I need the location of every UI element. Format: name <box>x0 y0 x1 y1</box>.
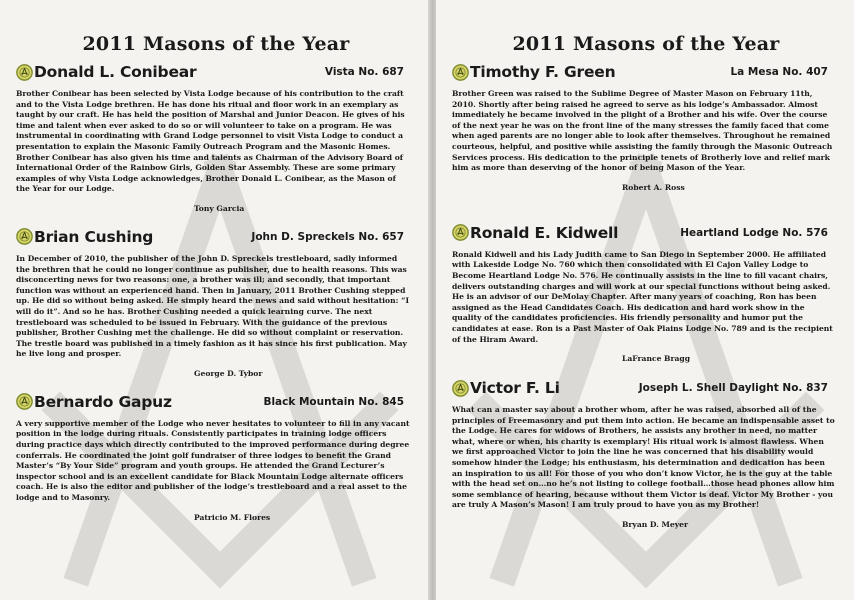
mason-name: Donald L. Conibear <box>34 63 197 81</box>
entry-signature: Tony Garcia <box>194 203 245 213</box>
mason-entry <box>16 63 416 213</box>
mason-name: Victor F. Li <box>470 379 560 398</box>
entry-name-group <box>452 224 618 242</box>
entry-text: What can a master say about a brother whom, after he was raised, absorbed all of the principles of Freemasonry and put them into action. He became an indispensable asset to the Lodge. He cares for widows of Brothers, he assists any brother in need, no matter what, where or when, his charity is exemplary! His ritual work is almost flawless. When we first approached Victor to join the line he was concerned that his disability would somehow hinder the Lodge; his enthusiasm, his determination and dedication has been an inspiration to us all! For those of you who don’t know Victor, he is the guy at the table with the head set on…no he’s not listing to college football…those head phones allow him some semblance of hearing, because without them Victor is deaf. Victor My Brother - you are truly A Mason’s Mason! I am truly proud to have you as my Brother! <box>452 405 835 510</box>
entry-signature: Bryan D. Meyer <box>622 520 689 530</box>
mason-name: Timothy F. Green <box>470 63 616 81</box>
masonic-emblem-icon <box>452 380 469 397</box>
entry-header <box>452 224 840 242</box>
mason-entry <box>452 379 840 529</box>
lodge-name: John D. Spreckels No. 657 <box>251 230 404 243</box>
lodge-name: Black Mountain No. 845 <box>263 395 404 408</box>
entry-signature: George D. Tybor <box>194 368 263 378</box>
masonic-emblem-icon <box>16 64 33 81</box>
entry-name-group <box>452 379 560 397</box>
page-title: 2011 Masons of the Year <box>512 33 780 55</box>
entry-signature: Robert A. Ross <box>622 182 685 192</box>
masonic-emblem-icon <box>16 393 33 410</box>
entry-name-group <box>16 228 153 246</box>
entry-header <box>16 393 416 411</box>
lodge-name: Heartland Lodge No. 576 <box>680 226 828 239</box>
mason-entry <box>452 224 840 363</box>
entry-text: Brother Green was raised to the Sublime Degree of Master Mason on February 11th, 2010. Shortly after being raised he agreed to serve as his lodge’s Ambassador. Almost immediately he became involved in the plight of a Brother and his wife. Over the course of the next year he was on the front line of the many stresses the family faced that come when aged parents are no longer able to look after themselves. Throughout he remained courteous, helpful, and positive while assisting the family through the Masonic Outreach Services process. His dedication to the principle tenets of Brotherly love and relief mark him as more than deserving of the honor of being Mason of the Year. <box>452 89 833 173</box>
mason-name: Bernardo Gapuz <box>34 392 172 411</box>
entry-header <box>16 63 416 81</box>
entry-header <box>16 228 416 246</box>
masonic-emblem-icon <box>452 64 469 81</box>
entry-text: A very supportive member of the Lodge who never hesitates to volunteer to fill in any vacant position in the lodge during rituals. Consistently participates in training lodge officers during practice days which directly contributed to the improved performance during degree conferrals. He coordinated the joint golf fundraiser of three lodges to benefit the Grand Master’s “By Your Side” program and youth groups. He attended the Grand Lecturer’s inspector school and is an excellent candidate for Black Mountain Lodge alternate officers coach. He is also the editor and publisher of the lodge’s trestleboard and a real asset to the lodge and to Masonry. <box>16 418 410 503</box>
entry-name-group <box>16 393 172 411</box>
entry-signature: LaFrance Bragg <box>622 354 691 364</box>
mason-name: Brian Cushing <box>34 227 154 246</box>
entry-name-group <box>452 63 615 81</box>
entry-text: Brother Conibear has been selected by Vista Lodge because of his contribution to the craft and to the Vista Lodge brethren. He has done his ritual and floor work in an exemplary as taught by our craft. He has held the position of Marshal and Junior Deacon. He gives of his time and talent when ever asked to do so or will volunteer to take on a program. He was instrumental in coordinating with Grand Lodge personnel to visit Vista Lodge to conduct a presentation to explain the Masonic Family Outreach Program and the Masonic Homes. Brother Conibear has also given his time and talents as Chairman of the Advisory Board of International Order of the Rainbow Girls, Golden Star Assembly. These are some primary examples of why Vista Lodge acknowledges, Brother Donald L. Conibear, as the Mason of the Year for our Lodge. <box>16 89 405 194</box>
entry-name-group <box>16 63 196 81</box>
entry-header <box>452 63 840 81</box>
mason-name: Ronald E. Kidwell <box>470 223 619 242</box>
entry-text: In December of 2010, the publisher of the John D. Spreckels trestleboard, sadly informed the brethren that he could no longer continue as publisher, due to health reasons. This was disconcerting news for two reasons: one, a brother was ill; and secondly, that important function was without an experienced hand. Then in January, 2011 Brother Cushing stepped up. He did so without being asked. He simply heard the news and said without hesitation: “I will do it”. And so he has. Brother Cushing needed a quick learning curve. The next trestleboard was scheduled to be issued in February. With the guidance of the previous publisher, Brother Cushing met the challenge. He did so without complaint or reservation. The trestle board was published in a timely fashion as it has since his first publication. May he live long and prosper. <box>16 253 410 359</box>
entry-text: Ronald Kidwell and his Lady Judith came to San Diego in September 2000. He affiliated with Lakeside Lodge No. 760 which then consolidated with El Cajon Valley Lodge to Become Heartland Lodge No. 576. He continually assists in the line to fill vacant chairs, delivers outstanding charges and will work at our special functions without being asked. He is an advisor of our DeMolay Chapter. After many years of coaching, Ron has been assigned as the Head Candidates Coach. His dedication and hard work show in the quality of the candidates proficiencies. His friendly personality and humor put the candidates at ease. Ron is a Past Master of Oak Plains Lodge No. 789 and is the recipient of the Hiram Award. <box>452 249 833 344</box>
mason-entry <box>16 393 416 522</box>
lodge-name: La Mesa No. 407 <box>730 66 828 78</box>
entry-signature: Patricio M. Flores <box>194 512 271 522</box>
mason-entry <box>16 228 416 378</box>
masonic-emblem-icon <box>16 228 33 245</box>
mason-entry <box>452 63 840 192</box>
entry-header <box>452 379 840 397</box>
right-page <box>436 0 854 600</box>
page-title: 2011 Masons of the Year <box>82 33 350 55</box>
lodge-name: Joseph L. Shell Daylight No. 837 <box>638 382 828 395</box>
masonic-emblem-icon <box>452 224 469 241</box>
lodge-name: Vista No. 687 <box>324 66 404 78</box>
